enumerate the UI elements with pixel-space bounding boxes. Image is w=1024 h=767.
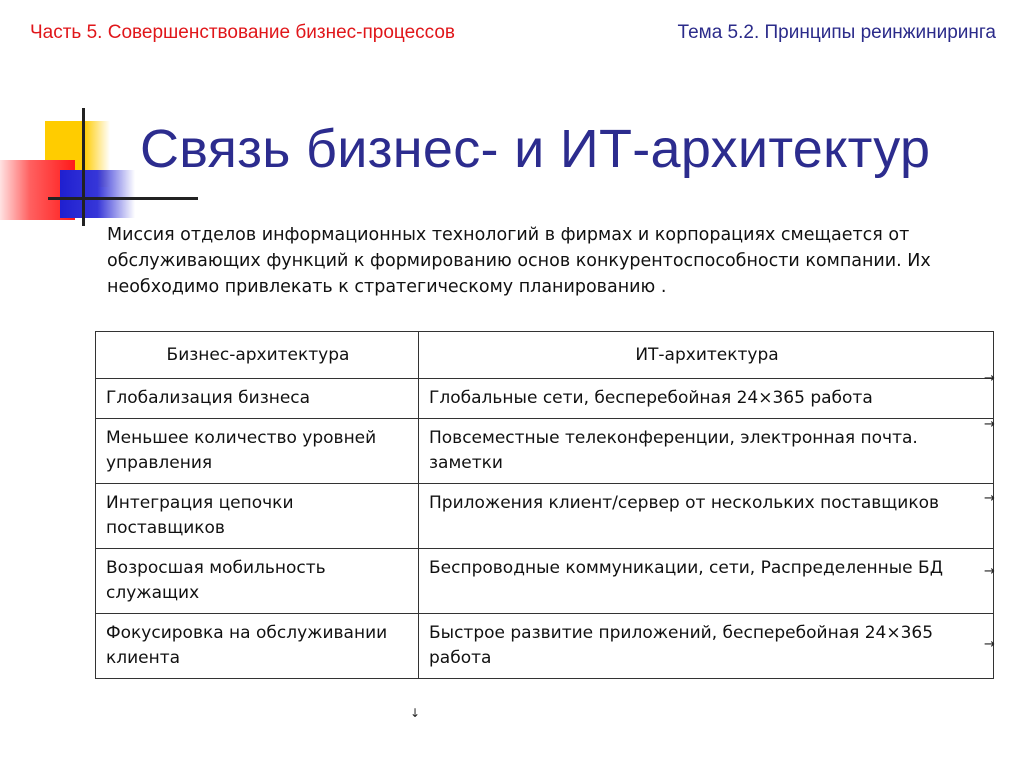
table-row xyxy=(96,484,994,549)
table-row xyxy=(96,549,994,614)
column-header-it: ИТ-архитектура xyxy=(419,332,994,379)
topic-header: Тема 5.2. Принципы реинжиниринга xyxy=(677,22,996,43)
business-cell: Глобализация бизнеса xyxy=(96,379,419,419)
column-header-business: Бизнес-архитектура xyxy=(96,332,419,379)
it-cell: Повсеместные телеконференции, электронная почта. заметки xyxy=(419,419,994,484)
business-cell: Интеграция цепочки поставщиков xyxy=(96,484,419,549)
arrow-down-icon: ↓ xyxy=(410,706,421,720)
table-header-row xyxy=(96,332,994,379)
arrow-right-icon: → xyxy=(984,564,995,579)
it-cell: Приложения клиент/сервер от нескольких поставщиков xyxy=(419,484,994,549)
arrow-right-icon: → xyxy=(984,371,995,386)
it-cell: Глобальные сети, бесперебойная 24×365 работа xyxy=(419,379,994,419)
business-cell: Меньшее количество уровней управления xyxy=(96,419,419,484)
table-row xyxy=(96,379,994,419)
business-cell: Фокусировка на обслуживании клиента xyxy=(96,614,419,679)
it-cell: Быстрое развитие приложений, бесперебойная 24×365 работа xyxy=(419,614,994,679)
arrow-right-icon: → xyxy=(984,417,995,432)
arrow-right-icon: → xyxy=(984,637,995,652)
section-header: Часть 5. Совершенствование бизнес-процессов xyxy=(30,22,456,43)
table-row xyxy=(96,614,994,679)
slide-title: Связь бизнес- и ИТ-архитектур xyxy=(140,119,931,179)
business-cell: Возросшая мобильность служащих xyxy=(96,549,419,614)
intro-paragraph: Миссия отделов информационных технологий в фирмах и корпорациях смещается от обслуживающих функций к формированию основ конкурентоспособности компании. Их необходимо привлекать к стратегическому планированию . xyxy=(107,225,931,297)
it-cell: Беспроводные коммуникации, сети, Распределенные БД xyxy=(419,549,994,614)
table-row xyxy=(96,419,994,484)
arrow-right-icon: → xyxy=(984,491,995,506)
architecture-table xyxy=(95,331,994,679)
